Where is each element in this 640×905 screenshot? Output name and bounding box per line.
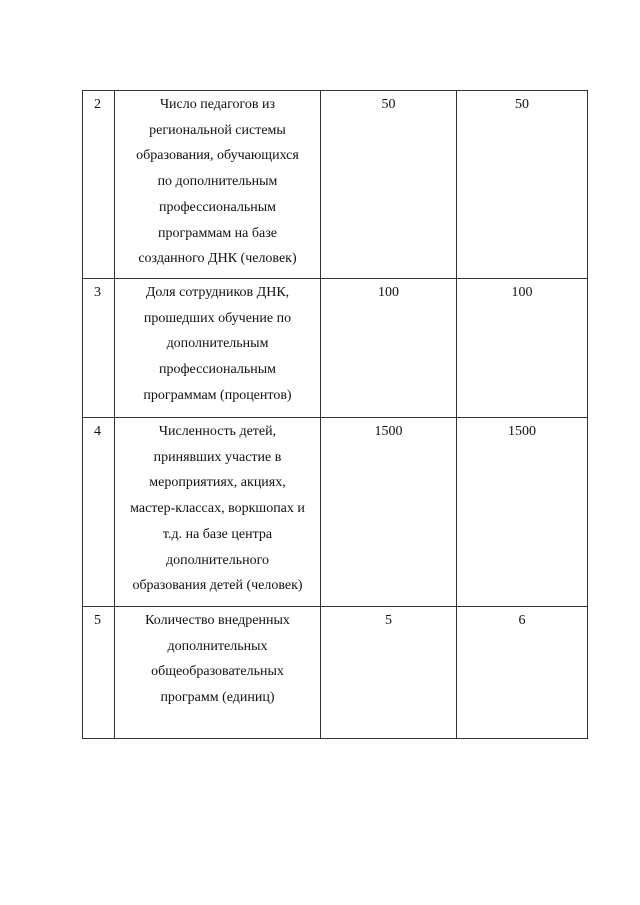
- value-cell-2: [457, 607, 588, 739]
- indicator-name-line: прошедших обучение по: [143, 310, 292, 326]
- indicator-name-line: созданного ДНК (человек): [138, 251, 297, 267]
- value-2: 50: [515, 97, 529, 112]
- indicator-name-line: профессиональным: [158, 199, 276, 215]
- indicator-name-line: дополнительного: [166, 552, 269, 568]
- row-number-cell: [83, 418, 115, 607]
- indicator-name-cell: [115, 279, 321, 418]
- row-number: 2: [94, 97, 101, 112]
- indicator-name-line: Численность детей,: [158, 424, 277, 439]
- row-number: 3: [94, 285, 101, 300]
- indicator-name-line: принявших участие в: [153, 449, 282, 465]
- indicator-name-line: дополнительным: [166, 336, 269, 352]
- value-cell-1: [321, 91, 457, 279]
- indicator-name-cell: [115, 91, 321, 279]
- value-2: 1500: [508, 424, 536, 439]
- value-2: 100: [511, 285, 533, 300]
- indicator-name-line: образования, обучающихся: [136, 148, 299, 164]
- indicator-name-line: региональной системы: [149, 122, 286, 138]
- table-row: [83, 279, 588, 418]
- value-cell-2: [457, 279, 588, 418]
- row-number-cell: [83, 279, 115, 418]
- table-row: [83, 91, 588, 279]
- value-2: 6: [518, 613, 526, 628]
- row-number-cell: [83, 91, 115, 279]
- value-cell-2: [457, 91, 588, 279]
- value-1: 1500: [374, 424, 403, 439]
- table-row: [83, 418, 588, 607]
- value-1: 50: [381, 97, 396, 112]
- value-cell-2: [457, 418, 588, 607]
- indicator-name-line: мастер-классах, воркшопах и: [130, 501, 305, 517]
- indicator-name-line: мероприятиях, акциях,: [149, 475, 286, 491]
- indicator-name-line: профессиональным: [158, 362, 276, 378]
- indicator-name-line: Число педагогов из: [159, 97, 276, 112]
- indicator-name-line: Количество внедренных: [145, 613, 290, 628]
- indicator-name-line: т.д. на базе центра: [162, 526, 273, 542]
- indicator-name-line: общеобразовательных: [151, 664, 284, 680]
- indicator-name-cell: [115, 418, 321, 607]
- value-cell-1: [321, 418, 457, 607]
- indicator-name-line: Доля сотрудников ДНК,: [145, 285, 290, 300]
- value-cell-1: [321, 279, 457, 418]
- indicator-name-line: программам (процентов): [143, 387, 292, 403]
- indicators-table: [82, 90, 588, 739]
- indicator-name-cell: [115, 607, 321, 739]
- value-cell-1: [321, 607, 457, 739]
- row-number-cell: [83, 607, 115, 739]
- row-number: 4: [94, 424, 101, 439]
- indicator-name-line: дополнительных: [167, 638, 268, 654]
- table-row: [83, 607, 588, 739]
- row-number: 5: [94, 613, 101, 628]
- indicator-name-line: образования детей (человек): [132, 578, 303, 594]
- indicator-name-line: по дополнительным: [157, 174, 278, 190]
- indicator-name-line: программ (единиц): [160, 690, 275, 706]
- value-1: 100: [378, 285, 399, 300]
- indicator-name-line: программам на базе: [158, 225, 277, 241]
- value-1: 5: [385, 613, 392, 628]
